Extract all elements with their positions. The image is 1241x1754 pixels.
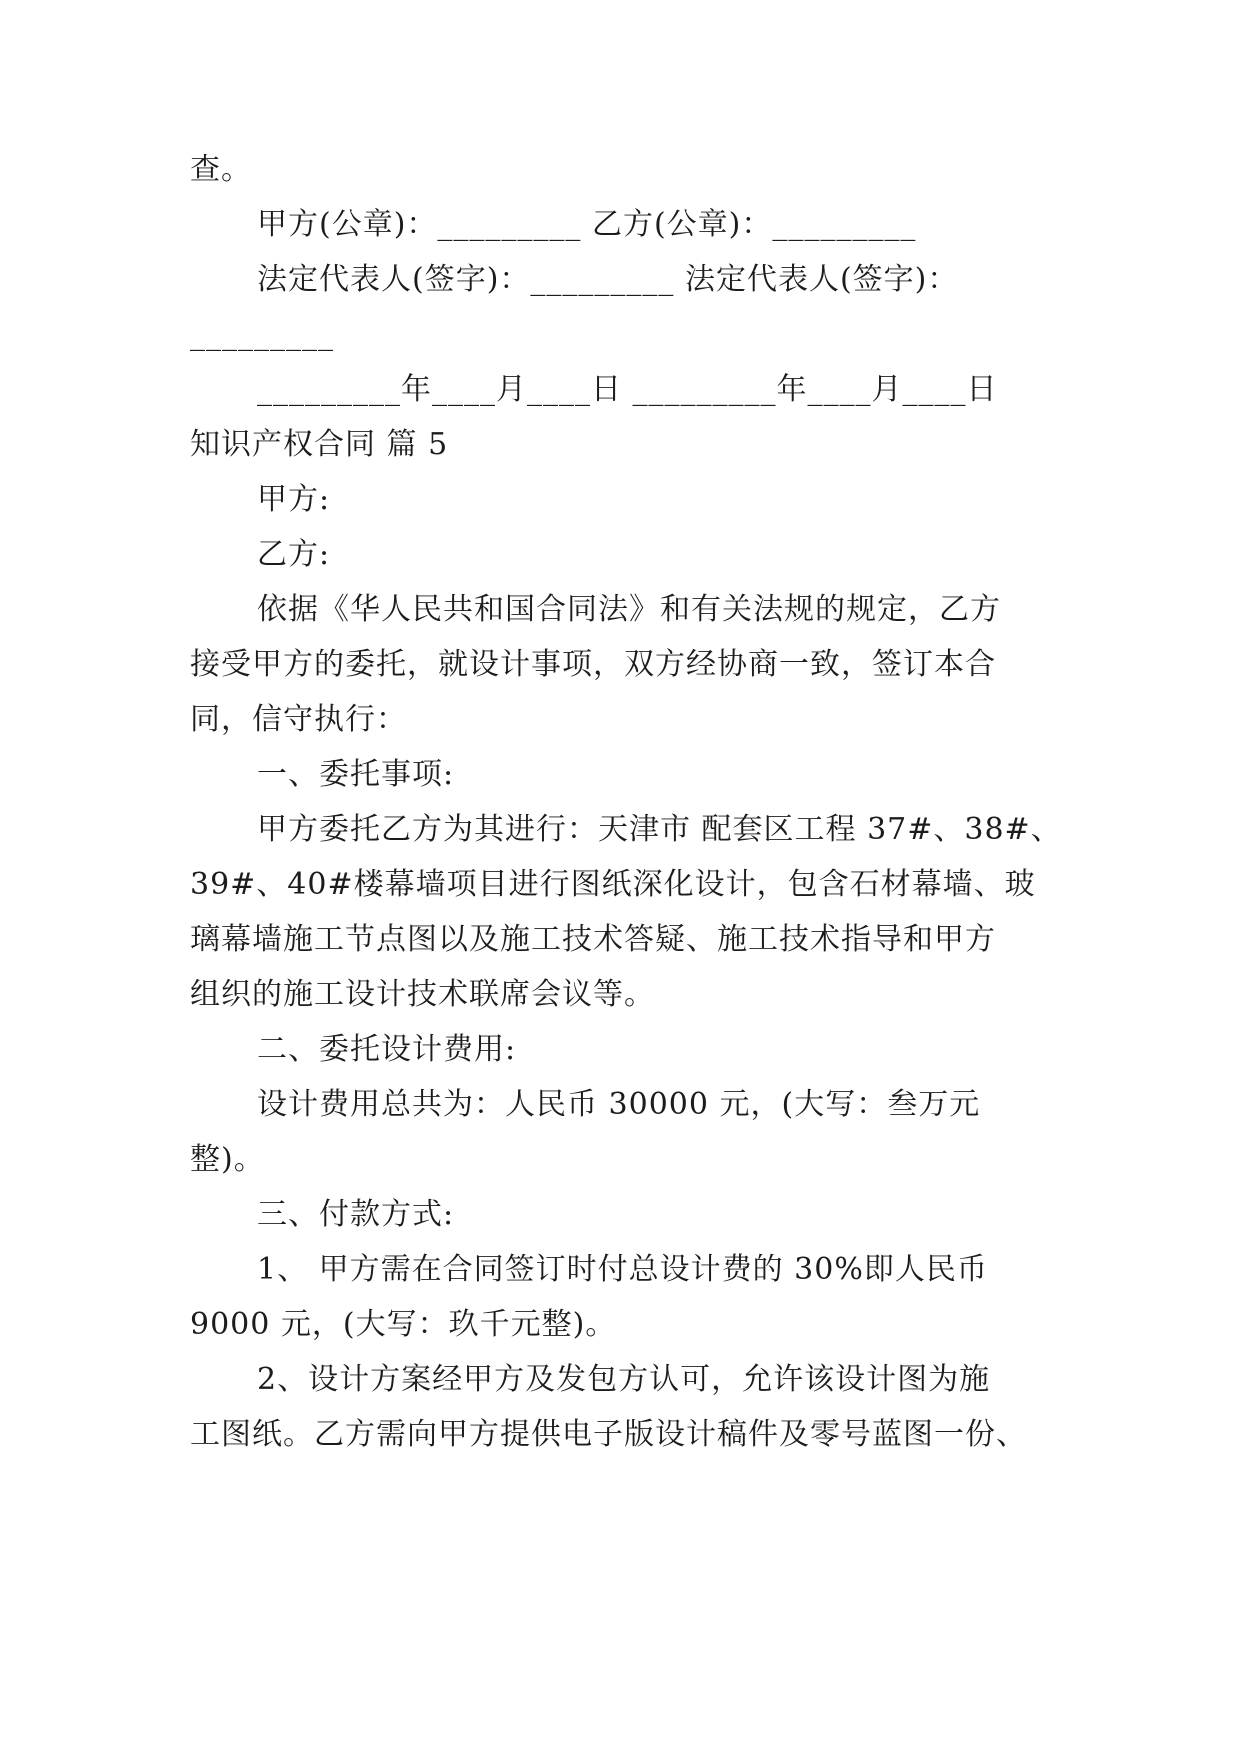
text-line: 组织的施工设计技术联席会议等。 xyxy=(190,977,655,1012)
text-line: 同，信守执行： xyxy=(190,702,407,737)
text-line: 1、 甲方需在合同签订时付总设计费的 30%即人民币 xyxy=(257,1252,988,1287)
party-a-label: 甲方: xyxy=(257,482,331,517)
text-line: 设计费用总共为：人民币 30000 元，(大写：叁万元 xyxy=(257,1087,981,1122)
text-line: 依据《华人民共和国合同法》和有关法规的规定，乙方 xyxy=(257,592,1001,627)
clause-heading: 二、委托设计费用: xyxy=(257,1032,517,1067)
section-heading: 知识产权合同 篇 5 xyxy=(190,427,449,462)
text-line: 2、设计方案经甲方及发包方认可，允许该设计图为施 xyxy=(257,1362,991,1397)
text-line: 工图纸。乙方需向甲方提供电子版设计稿件及零号蓝图一份、 xyxy=(190,1417,1027,1452)
text-line-cont: 查。 xyxy=(190,152,252,187)
text-line-date: _________年____月____日 _________年____月____日 xyxy=(257,372,998,407)
text-line: 9000 元，(大写：玖千元整)。 xyxy=(190,1307,617,1342)
text-line-seal: 甲方(公章)：_________ 乙方(公章)：_________ xyxy=(257,207,917,242)
text-line: 甲方委托乙方为其进行：天津市 配套区工程 37#、38#、 xyxy=(257,812,1062,847)
text-line: 璃幕墙施工节点图以及施工技术答疑、施工技术指导和甲方 xyxy=(190,922,996,957)
clause-heading: 三、付款方式: xyxy=(257,1197,455,1232)
text-line: 接受甲方的委托，就设计事项，双方经协商一致，签订本合 xyxy=(190,647,996,682)
text-line: 整)。 xyxy=(190,1142,265,1177)
text-line: 39#、40#楼幕墙项目进行图纸深化设计，包含石材幕墙、玻 xyxy=(190,867,1036,902)
clause-heading: 一、委托事项: xyxy=(257,757,455,792)
party-b-label: 乙方: xyxy=(257,537,331,572)
text-line-rep: 法定代表人(签字)：_________ 法定代表人(签字)： xyxy=(257,262,959,297)
text-line-blank: _________ xyxy=(190,317,334,352)
